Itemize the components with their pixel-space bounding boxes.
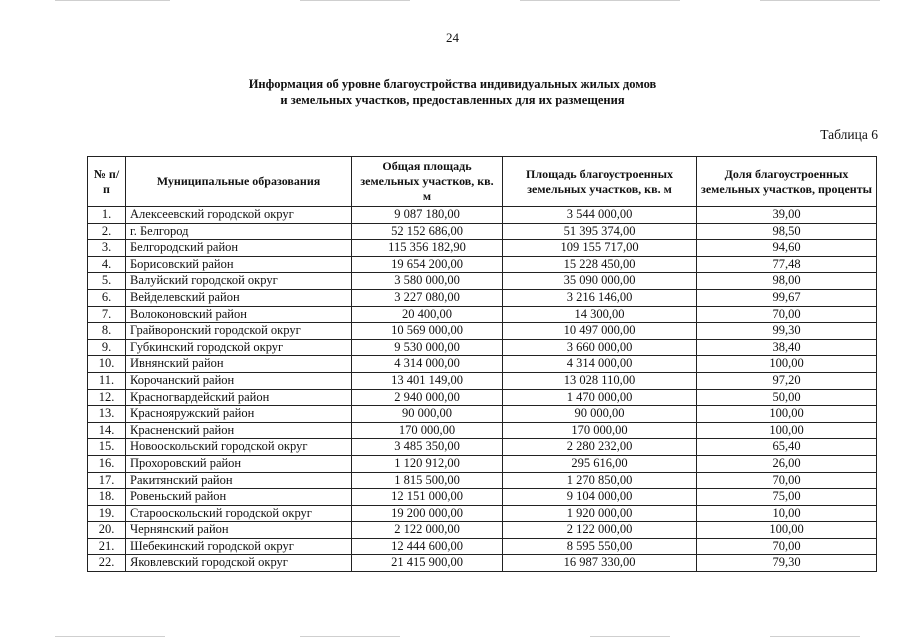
document-title-line-2: и земельных участков, предоставленных для их размещения [280,92,625,107]
table-row [88,522,877,539]
row-number: 11. [88,372,126,389]
municipality-name: Чернянский район [126,522,352,539]
municipality-name: г. Белгород [126,223,352,240]
improved-area-value: 1 270 850,00 [503,472,697,489]
top-edge-line-4 [760,0,880,1]
share-value: 70,00 [697,538,877,555]
row-number: 18. [88,489,126,506]
header-num: № п/п [88,157,126,207]
municipality-name: Белгородский район [126,240,352,257]
top-edge-line-2 [300,0,410,1]
total-area-value: 3 227 080,00 [352,289,503,306]
share-value: 99,30 [697,323,877,340]
improved-area-value: 10 497 000,00 [503,323,697,340]
share-value: 75,00 [697,489,877,506]
table-row [88,472,877,489]
improved-area-value: 13 028 110,00 [503,372,697,389]
improved-area-value: 2 280 232,00 [503,439,697,456]
municipality-name: Ровеньский район [126,489,352,506]
table-row [88,489,877,506]
municipality-name: Красненский район [126,422,352,439]
share-value: 98,50 [697,223,877,240]
table-row [88,538,877,555]
municipality-name: Борисовский район [126,256,352,273]
table-row [88,406,877,423]
municipality-name: Старооскольский городской округ [126,505,352,522]
improved-area-value: 15 228 450,00 [503,256,697,273]
row-number: 8. [88,323,126,340]
improved-area-value: 2 122 000,00 [503,522,697,539]
share-value: 79,30 [697,555,877,572]
total-area-value: 12 444 600,00 [352,538,503,555]
improved-area-value: 3 660 000,00 [503,339,697,356]
land-improvement-table [87,156,877,572]
table-row [88,289,877,306]
document-title [0,77,905,108]
municipality-name: Волоконовский район [126,306,352,323]
row-number: 22. [88,555,126,572]
total-area-value: 3 485 350,00 [352,439,503,456]
municipality-name: Корочанский район [126,372,352,389]
row-number: 19. [88,505,126,522]
total-area-value: 115 356 182,90 [352,240,503,257]
bottom-edge-line-3 [590,636,670,637]
municipality-name: Алексеевский городской округ [126,207,352,224]
table-row [88,389,877,406]
total-area-value: 9 530 000,00 [352,339,503,356]
bottom-edge-line-1 [55,636,165,637]
total-area-value: 90 000,00 [352,406,503,423]
total-area-value: 20 400,00 [352,306,503,323]
municipality-name: Краснояружский район [126,406,352,423]
table-row [88,439,877,456]
improved-area-value: 295 616,00 [503,455,697,472]
table-row [88,455,877,472]
row-number: 16. [88,455,126,472]
municipality-name: Яковлевский городской округ [126,555,352,572]
share-value: 100,00 [697,356,877,373]
row-number: 1. [88,207,126,224]
municipality-name: Грайворонский городской округ [126,323,352,340]
improved-area-value: 3 544 000,00 [503,207,697,224]
row-number: 9. [88,339,126,356]
table-header-row [88,157,877,207]
row-number: 15. [88,439,126,456]
row-number: 13. [88,406,126,423]
table-row [88,256,877,273]
table-row [88,555,877,572]
table-row [88,323,877,340]
share-value: 100,00 [697,422,877,439]
total-area-value: 4 314 000,00 [352,356,503,373]
total-area-value: 52 152 686,00 [352,223,503,240]
municipality-name: Ракитянский район [126,472,352,489]
total-area-value: 3 580 000,00 [352,273,503,290]
municipality-name: Красногвардейский район [126,389,352,406]
row-number: 21. [88,538,126,555]
row-number: 4. [88,256,126,273]
row-number: 3. [88,240,126,257]
total-area-value: 1 815 500,00 [352,472,503,489]
municipality-name: Губкинский городской округ [126,339,352,356]
improved-area-value: 35 090 000,00 [503,273,697,290]
total-area-value: 19 654 200,00 [352,256,503,273]
improved-area-value: 9 104 000,00 [503,489,697,506]
row-number: 12. [88,389,126,406]
improved-area-value: 16 987 330,00 [503,555,697,572]
row-number: 20. [88,522,126,539]
top-edge-line-1 [55,0,170,1]
improved-area-value: 1 920 000,00 [503,505,697,522]
share-value: 100,00 [697,522,877,539]
improved-area-value: 109 155 717,00 [503,240,697,257]
table-row [88,372,877,389]
row-number: 5. [88,273,126,290]
header-improved-area: Площадь благоустроенных земельных участков, кв. м [503,157,697,207]
row-number: 14. [88,422,126,439]
row-number: 7. [88,306,126,323]
share-value: 65,40 [697,439,877,456]
bottom-edge-line-2 [300,636,400,637]
total-area-value: 21 415 900,00 [352,555,503,572]
municipality-name: Ивнянский район [126,356,352,373]
table-row [88,422,877,439]
share-value: 10,00 [697,505,877,522]
row-number: 10. [88,356,126,373]
header-total-area: Общая площадь земельных участков, кв. м [352,157,503,207]
table-row [88,306,877,323]
share-value: 70,00 [697,306,877,323]
table-caption: Таблица 6 [820,127,878,142]
row-number: 17. [88,472,126,489]
table-body [88,207,877,572]
share-value: 39,00 [697,207,877,224]
improved-area-value: 4 314 000,00 [503,356,697,373]
table-row [88,223,877,240]
share-value: 99,67 [697,289,877,306]
improved-area-value: 14 300,00 [503,306,697,323]
share-value: 50,00 [697,389,877,406]
top-edge-line-3 [520,0,680,1]
municipality-name: Валуйский городской округ [126,273,352,290]
share-value: 70,00 [697,472,877,489]
total-area-value: 12 151 000,00 [352,489,503,506]
table-row [88,273,877,290]
document-title-line-1: Информация об уровне благоустройства индивидуальных жилых домов [248,77,657,91]
total-area-value: 2 122 000,00 [352,522,503,539]
municipality-name: Шебекинский городской округ [126,538,352,555]
table-row [88,505,877,522]
improved-area-value: 8 595 550,00 [503,538,697,555]
improved-area-value: 1 470 000,00 [503,389,697,406]
total-area-value: 19 200 000,00 [352,505,503,522]
total-area-value: 1 120 912,00 [352,455,503,472]
share-value: 26,00 [697,455,877,472]
table-row [88,240,877,257]
improved-area-value: 170 000,00 [503,422,697,439]
bottom-edge-line-4 [770,636,860,637]
header-share: Доля благоустроенных земельных участков, проценты [697,157,877,207]
improved-area-value: 3 216 146,00 [503,289,697,306]
municipality-name: Новооскольский городской округ [126,439,352,456]
page-number: 24 [446,30,459,45]
share-value: 97,20 [697,372,877,389]
share-value: 94,60 [697,240,877,257]
table-row [88,356,877,373]
header-municipality: Муниципальные образования [126,157,352,207]
improved-area-value: 51 395 374,00 [503,223,697,240]
table-row [88,207,877,224]
table-row [88,339,877,356]
total-area-value: 9 087 180,00 [352,207,503,224]
share-value: 77,48 [697,256,877,273]
improved-area-value: 90 000,00 [503,406,697,423]
share-value: 38,40 [697,339,877,356]
total-area-value: 170 000,00 [352,422,503,439]
share-value: 98,00 [697,273,877,290]
total-area-value: 13 401 149,00 [352,372,503,389]
row-number: 2. [88,223,126,240]
municipality-name: Вейделевский район [126,289,352,306]
municipality-name: Прохоровский район [126,455,352,472]
row-number: 6. [88,289,126,306]
share-value: 100,00 [697,406,877,423]
total-area-value: 10 569 000,00 [352,323,503,340]
total-area-value: 2 940 000,00 [352,389,503,406]
